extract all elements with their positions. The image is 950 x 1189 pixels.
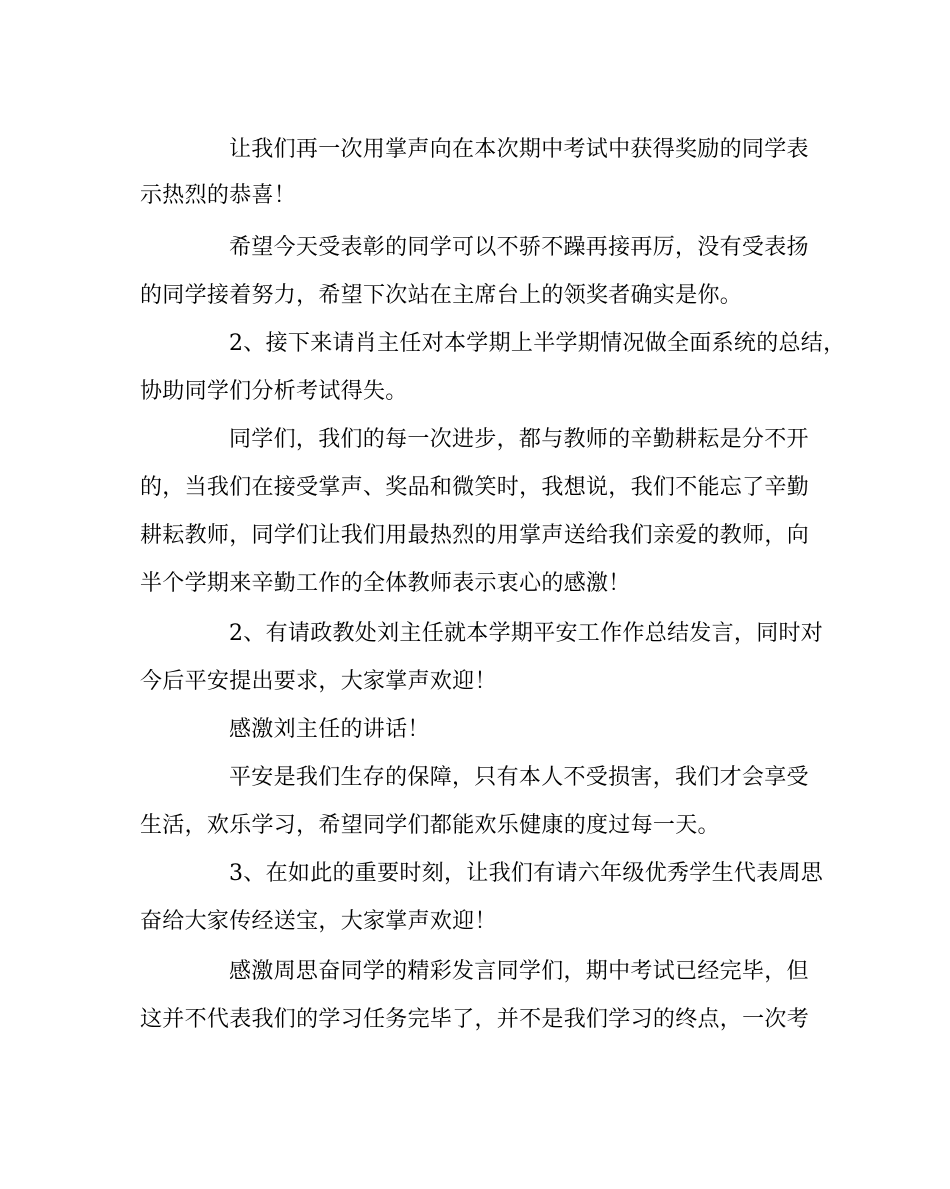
text-line: 感激周思奋同学的精彩发言同学们，期中考试已经完毕，但: [229, 959, 809, 984]
text-line: 这并不代表我们的学习任务完毕了，并不是我们学习的终点，一次考: [140, 1007, 810, 1032]
text-line: 平安是我们生存的保障，只有本人不受损害，我们才会享受: [229, 765, 809, 790]
text-line: 让我们再一次用掌声向在本次期中考试中获得奖励的同学表: [229, 137, 809, 162]
text-line: 协助同学们分析考试得失。: [140, 379, 408, 404]
text-line: 2、有请政教处刘主任就本学期平安工作作总结发言，同时对: [229, 621, 824, 646]
text-line: 示热烈的恭喜！: [140, 183, 297, 208]
text-line: 耕耘教师，同学们让我们用最热烈的用掌声送给我们亲爱的教师，向: [140, 523, 810, 548]
text-line: 半个学期来辛勤工作的全体教师表示衷心的感激！: [140, 571, 631, 596]
text-line: 今后平安提出要求，大家掌声欢迎！: [140, 669, 497, 694]
text-line: 的同学接着努力，希望下次站在主席台上的领奖者确实是你。: [140, 283, 743, 308]
text-line: 感激刘主任的讲话！: [229, 717, 430, 742]
text-line: 希望今天受表彰的同学可以不骄不躁再接再厉，没有受表扬: [229, 235, 809, 260]
text-line: 2、接下来请肖主任对本学期上半学期情况做全面系统的总结，: [229, 331, 846, 356]
text-line: 奋给大家传经送宝，大家掌声欢迎！: [140, 909, 497, 934]
text-line: 3、在如此的重要时刻，让我们有请六年级优秀学生代表周思: [229, 861, 824, 886]
text-line: 的，当我们在接受掌声、奖品和微笑时，我想说，我们不能忘了辛勤: [140, 475, 810, 500]
text-line: 生活，欢乐学习，希望同学们都能欢乐健康的度过每一天。: [140, 813, 720, 838]
text-line: 同学们，我们的每一次进步，都与教师的辛勤耕耘是分不开: [229, 427, 809, 452]
